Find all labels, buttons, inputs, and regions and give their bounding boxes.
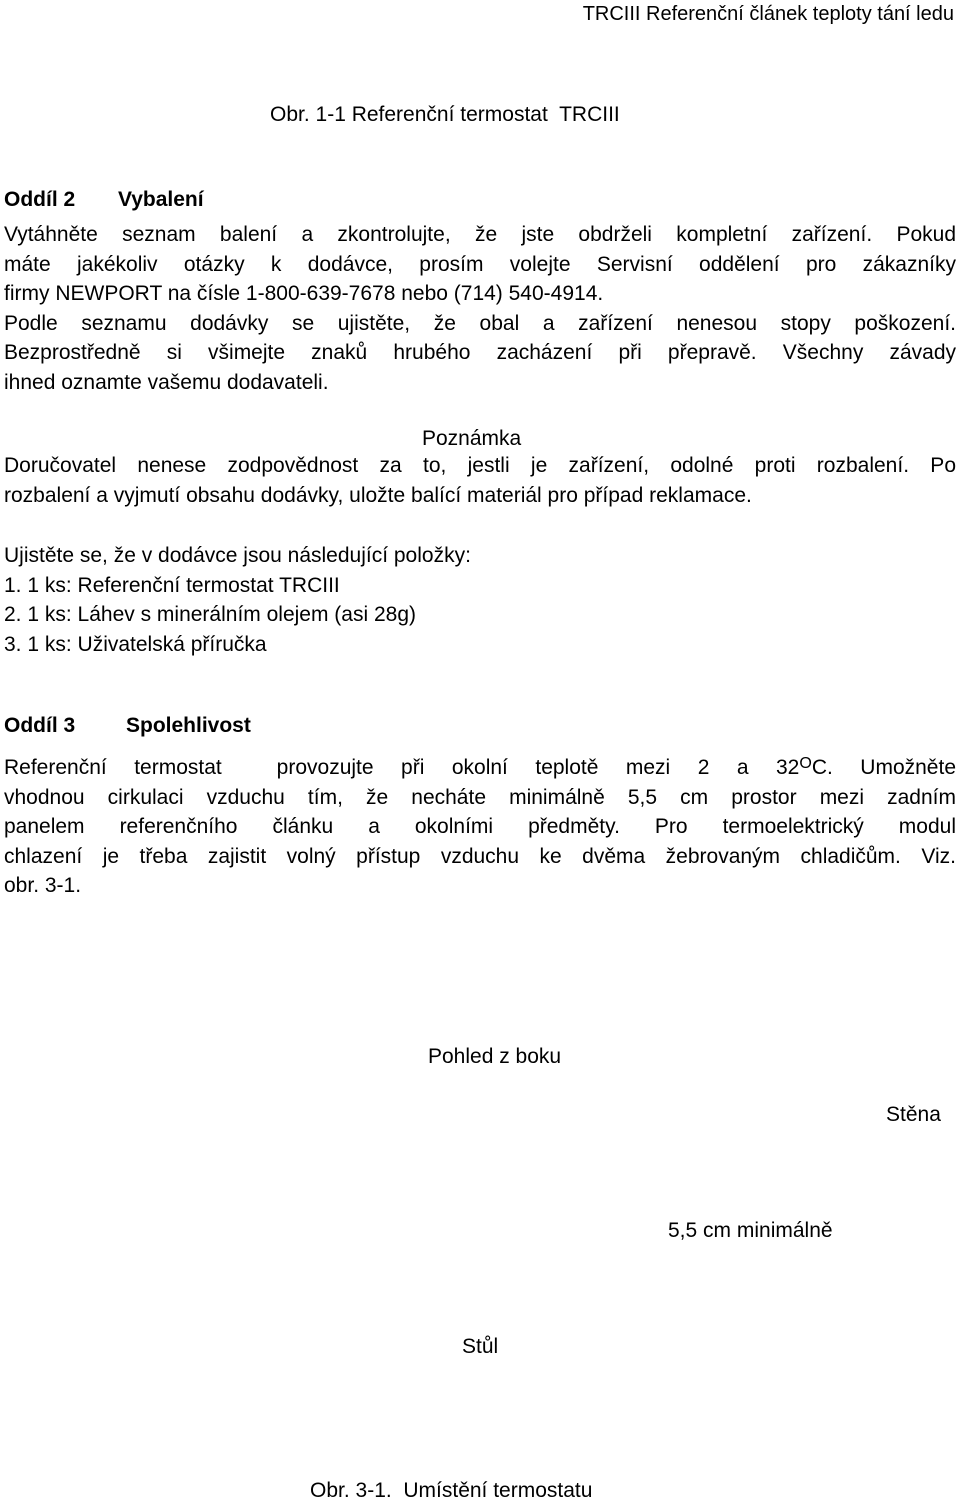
figure-1-1-caption: Obr. 1-1 Referenční termostat TRCIII [270, 103, 620, 126]
paragraph-line: panelem referenčního článku a okolními předměty. Pro termoelektrický modul [4, 815, 956, 838]
running-header: TRCIII Referenční článek teploty tání ledu [582, 3, 954, 25]
section-2-paragraph [4, 220, 956, 397]
paragraph-line: ihned oznamte vašemu dodavateli. [4, 370, 329, 394]
paragraph-line [4, 753, 956, 783]
section-2-title: Vybalení [118, 188, 204, 211]
paragraph-line: chlazení je třeba zajistit volný přístup vzduchu ke dvěma žebrovaným chladičům. Viz. [4, 844, 956, 868]
section-2-number: Oddíl 2 [4, 188, 76, 211]
paragraph-line: vhodnou cirkulaci vzduchu tím, že necháte minimálně 5,5 cm prostor mezi zadním [4, 785, 956, 809]
figure-label-side-view: Pohled z boku [428, 1045, 562, 1068]
figure-label-table: Stůl [462, 1335, 499, 1358]
paragraph-line: firmy NEWPORT na čísle 1-800-639-7678 nebo (714) 540-4914. [4, 282, 604, 305]
note-line: rozbalení a vyjmutí obsahu dodávky, uložte balící materiál pro případ reklamace. [4, 483, 752, 507]
note-title: Poznámka [422, 427, 522, 450]
package-item: 3. 1 ks: Uživatelská příručka [4, 632, 267, 656]
figure-label-wall: Stěna [886, 1103, 941, 1126]
paragraph-line: Vytáhněte seznam balení a zkontrolujte, že jste obdrželi kompletní zařízení. Pokud [4, 223, 956, 246]
package-item: 2. 1 ks: Láhev s minerálním olejem (asi 28g) [4, 603, 417, 626]
paragraph-text: C. Umožněte [811, 756, 956, 779]
degree-sign: O [799, 755, 812, 772]
paragraph-line: máte jakékoliv otázky k dodávce, prosím volejte Servisní oddělení pro zákazníky [4, 252, 956, 276]
paragraph-line: obr. 3-1. [4, 874, 82, 897]
note-paragraph [4, 451, 956, 510]
figure-label-gap: 5,5 cm minimálně [668, 1219, 833, 1242]
package-contents [4, 541, 956, 659]
paragraph-text: Referenční termostat provozujte při okolní teplotě mezi 2 a 32 [4, 756, 800, 779]
section-3-title: Spolehlivost [126, 714, 251, 737]
package-contents-intro: Ujistěte se, že v dodávce jsou následující položky: [4, 544, 471, 567]
section-3-number: Oddíl 3 [4, 714, 76, 737]
paragraph-line: Bezprostředně si všimejte znaků hrubého zacházení při přepravě. Všechny závady [4, 341, 956, 364]
note-line: Doručovatel nenese zodpovědnost za to, jestli je zařízení, odolné proti rozbalení. Po [4, 454, 956, 477]
figure-3-1-caption: Obr. 3-1. Umístění termostatu [310, 1479, 593, 1502]
package-item: 1. 1 ks: Referenční termostat TRCIII [4, 573, 340, 597]
paragraph-line: Podle seznamu dodávky se ujistěte, že obal a zařízení nenesou stopy poškození. [4, 311, 956, 335]
section-3-paragraph [4, 753, 956, 901]
